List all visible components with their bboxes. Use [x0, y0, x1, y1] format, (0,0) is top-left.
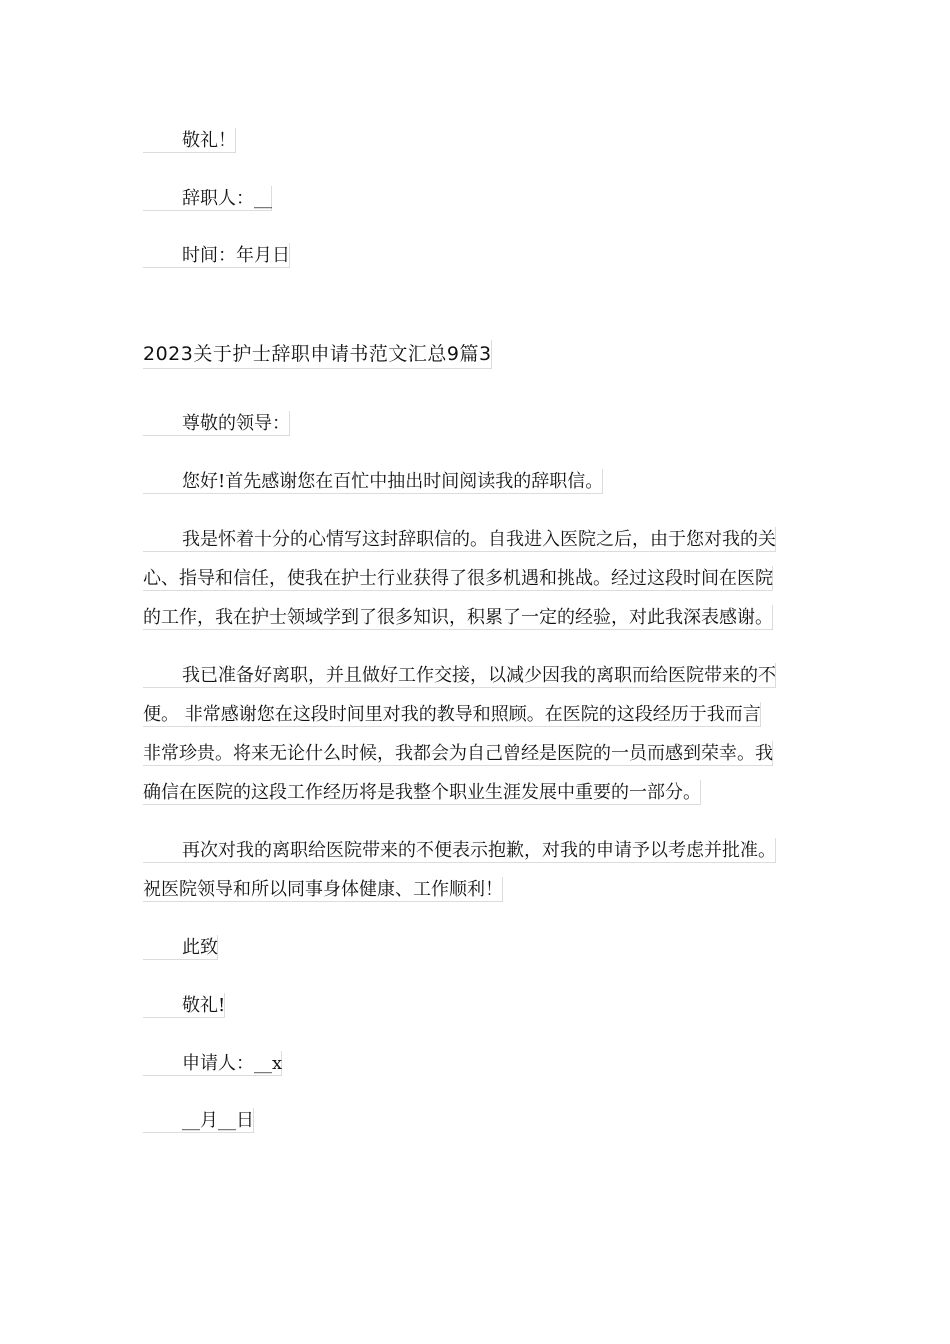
resigner-line: 辞职人：__ [143, 186, 272, 211]
paragraph-2-line: 的工作，我在护士领域学到了很多知识，积累了一定的经验，对此我深表感谢。 [143, 607, 773, 628]
paragraph-4-line: 再次对我的离职给医院带来的不便表示抱歉，对我的申请予以考虑并批准。 [143, 838, 776, 863]
paragraph-4-line: 祝医院领导和所以同事身体健康、工作顺利！ [143, 879, 503, 900]
section-heading: 2023关于护士辞职申请书范文汇总9篇3 [143, 340, 492, 369]
paragraph-2-line: 我是怀着十分的心情写这封辞职信的。自我进入医院之后，由于您对我的关 [143, 527, 776, 552]
greeting-line: 尊敬的领导： [143, 411, 290, 436]
time-line: 时间：年月日 [143, 243, 290, 268]
paragraph-3-line: 便。 非常感谢您在这段时间里对我的教导和照顾。在医院的这段经历于我而言 [143, 704, 761, 725]
paragraph-2-line: 心、指导和信任，使我在护士行业获得了很多机遇和挑战。经过这段时间在医院 [143, 568, 773, 589]
paragraph-3-line: 非常珍贵。将来无论什么时候，我都会为自己曾经是医院的一员而感到荣幸。我 [143, 743, 773, 764]
salute-line-2: 敬礼! [143, 993, 225, 1018]
paragraph-3-line: 我已准备好离职，并且做好工作交接，以减少因我的离职而给医院带来的不 [143, 663, 776, 688]
date-line: __月__日 [143, 1108, 254, 1133]
closing-line: 此致 [143, 935, 218, 960]
paragraph-1: 您好!首先感谢您在百忙中抽出时间阅读我的辞职信。 [143, 469, 603, 494]
applicant-line: 申请人：__x [143, 1051, 282, 1076]
salute-line: 敬礼！ [143, 128, 236, 153]
paragraph-3-line: 确信在医院的这段工作经历将是我整个职业生涯发展中重要的一部分。 [143, 782, 701, 803]
